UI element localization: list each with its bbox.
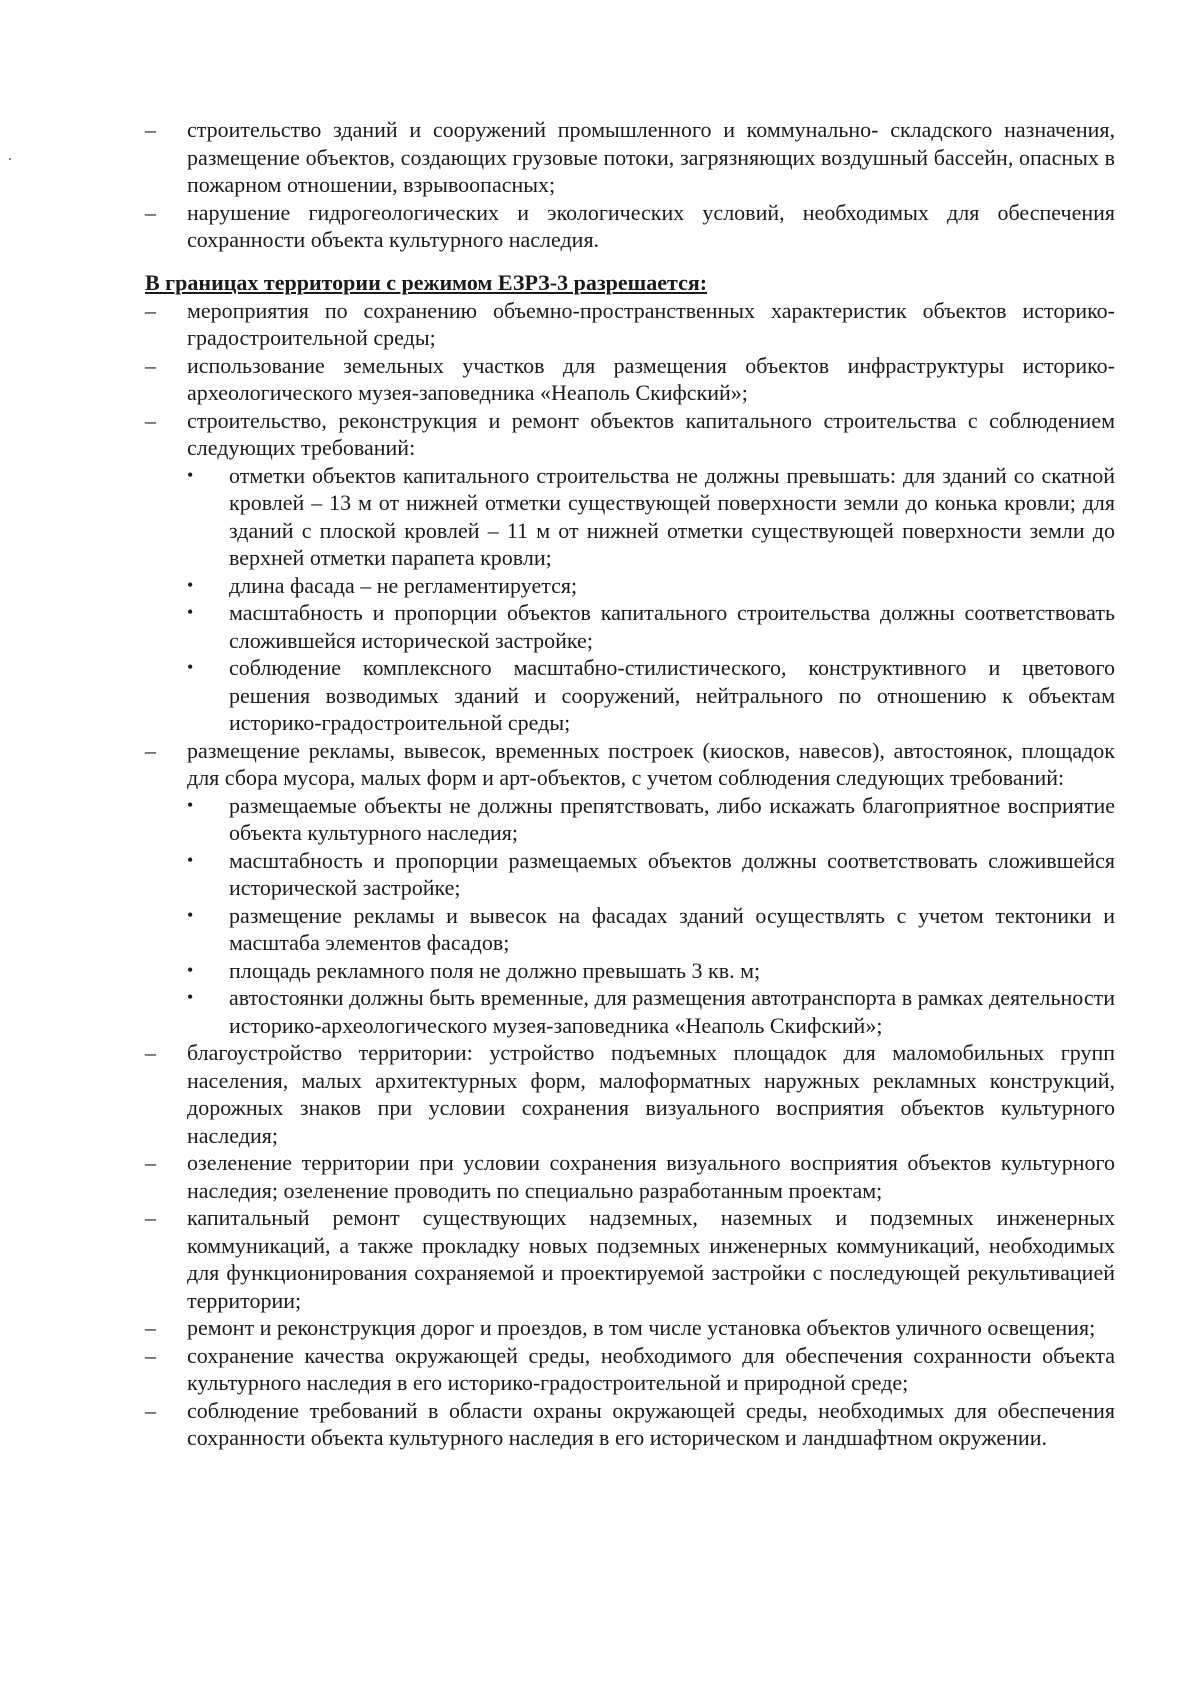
dot-bullet: •: [187, 849, 194, 870]
dash-bullet: –: [145, 297, 156, 323]
sub-list-item: [187, 599, 1115, 654]
sub-list-item-text: масштабность и пропорции размещаемых объектов должны соответствовать сложившейся исторической застройке;: [229, 847, 1115, 900]
sub-list-item-text: соблюдение комплексного масштабно-стилистического, конструктивного и цветового решения возводимых зданий и сооружений, нейтрального по отношению к объектам историко-градостроительной среды;: [229, 655, 1115, 735]
sub-list-item-text: длина фасада – не регламентируется;: [229, 572, 578, 598]
dot-bullet: •: [187, 464, 194, 485]
dash-bullet: –: [145, 199, 156, 225]
dash-bullet: –: [145, 737, 156, 763]
list-item: [145, 1342, 1115, 1397]
list-item-text: мероприятия по сохранению объемно-пространственных характеристик объектов историко-градостроительной среды;: [187, 297, 1115, 350]
dash-bullet: –: [145, 117, 156, 142]
sub-list-item: [187, 792, 1115, 847]
list-item: [145, 737, 1115, 792]
sub-list-item-text: автостоянки должны быть временные, для размещения автотранспорта в рамках деятельности историко-археологического музея-заповедника «Неаполь Скифский»;: [229, 985, 1115, 1038]
list-item: [145, 116, 1115, 199]
list-item: [145, 1149, 1115, 1204]
list-item: [145, 1397, 1115, 1452]
sub-list-item: [187, 462, 1115, 572]
dash-bullet: –: [145, 1315, 156, 1340]
list-item: [145, 1204, 1115, 1314]
list-item-text: ремонт и реконструкция дорог и проездов, в том числе установка объектов уличного освещения;: [187, 1315, 1096, 1340]
dash-bullet: –: [145, 407, 156, 433]
dot-bullet: •: [187, 904, 194, 925]
dot-bullet: •: [187, 794, 194, 815]
sub-list-item: [187, 654, 1115, 737]
dash-bullet: –: [145, 352, 156, 378]
dot-bullet: •: [187, 959, 194, 980]
list-item: [145, 1314, 1115, 1342]
sub-list-item-text: размещение рекламы и вывесок на фасадах зданий осуществлять с учетом тектоники и масштаба элементов фасадов;: [229, 902, 1115, 955]
dot-bullet: •: [187, 987, 194, 1007]
sub-list-item-text: площадь рекламного поля не должно превышать 3 кв. м;: [229, 957, 761, 983]
list-item-text: использование земельных участков для размещения объектов инфраструктуры историко-археологического музея-заповедника «Неаполь Скифский»;: [187, 352, 1115, 405]
list-item: [145, 297, 1115, 352]
section-heading: В границах территории с режимом ЕЗРЗ-3 разрешается:: [145, 270, 708, 295]
sub-list-item: [187, 957, 1115, 985]
dash-bullet: –: [145, 1150, 156, 1175]
list-item-text: сохранение качества окружающей среды, необходимого для обеспечения сохранности объекта культурного наследия в его историко-градостроительной и природной среде;: [187, 1342, 1115, 1395]
list-item: [145, 407, 1115, 462]
sub-list-item-text: отметки объектов капитального строительства не должны превышать: для зданий со скатной кровлей – 13 м от нижней отметки существующей поверхности земли до конька кровли; для зданий с плоской кровлей – 11 м от нижней отметки существующей поверхности земли до верхней отметки парапета кровли;: [229, 462, 1115, 570]
list-item-text: размещение рекламы, вывесок, временных построек (киосков, навесов), автостоянок, площадок для сбора мусора, малых форм и арт-объектов, с учетом соблюдения следующих требований:: [187, 737, 1115, 790]
list-item-text: озеленение территории при условии сохранения визуального восприятия объектов культурного наследия; озеленение проводить по специально разработанным проектам;: [187, 1150, 1115, 1203]
sub-list-item-text: масштабность и пропорции объектов капитального строительства должны соответствовать сложившейся исторической застройке;: [229, 600, 1115, 653]
list-item: [145, 1039, 1115, 1149]
dot-bullet: •: [187, 574, 194, 595]
list-item: [145, 352, 1115, 407]
list-item-text: капитальный ремонт существующих надземных, наземных и подземных инженерных коммуникаций, а также прокладку новых подземных инженерных коммуникаций, необходимых для функционирования сохраняемой и проектируемой застройки с последующей рекультивацией территории;: [187, 1205, 1115, 1313]
list-item: [145, 199, 1115, 254]
sub-list-item: [187, 572, 1115, 600]
dot-bullet: •: [187, 602, 194, 622]
dash-bullet: –: [145, 1040, 156, 1065]
dash-bullet: –: [145, 1342, 156, 1368]
dash-bullet: –: [145, 1205, 156, 1230]
list-item-text: нарушение гидрогеологических и экологических условий, необходимых для обеспечения сохранности объекта культурного наследия.: [187, 199, 1115, 252]
permitted-section: [145, 269, 1115, 1452]
list-item-text: соблюдение требований в области охраны окружающей среды, необходимых для обеспечения сохранности объекта культурного наследия в его историческом и ландшафтном окружении.: [187, 1397, 1115, 1450]
dash-bullet: –: [145, 1397, 156, 1423]
prohibited-list: [145, 116, 1115, 254]
list-item-text: строительство, реконструкция и ремонт объектов капитального строительства с соблюдением следующих требований:: [187, 407, 1115, 460]
sub-list-item: [187, 847, 1115, 902]
list-item-text: благоустройство территории: устройство подъемных площадок для маломобильных групп населения, малых архитектурных форм, малоформатных наружных рекламных конструкций, дорожных знаков при условии сохранения визуального восприятия объектов культурного наследия;: [187, 1040, 1115, 1148]
list-item-text: строительство зданий и сооружений промышленного и коммунально- складского назначения, размещение объектов, создающих грузовые потоки, загрязняющих воздушный бассейн, опасных в пожарном отношении, взрывоопасных;: [187, 117, 1115, 197]
scan-speck: [9, 158, 11, 160]
sub-list-item-text: размещаемые объекты не должны препятствовать, либо искажать благоприятное восприятие объекта культурного наследия;: [229, 792, 1115, 845]
sub-list-item: [187, 984, 1115, 1039]
sub-list-item: [187, 902, 1115, 957]
dot-bullet: •: [187, 657, 194, 677]
